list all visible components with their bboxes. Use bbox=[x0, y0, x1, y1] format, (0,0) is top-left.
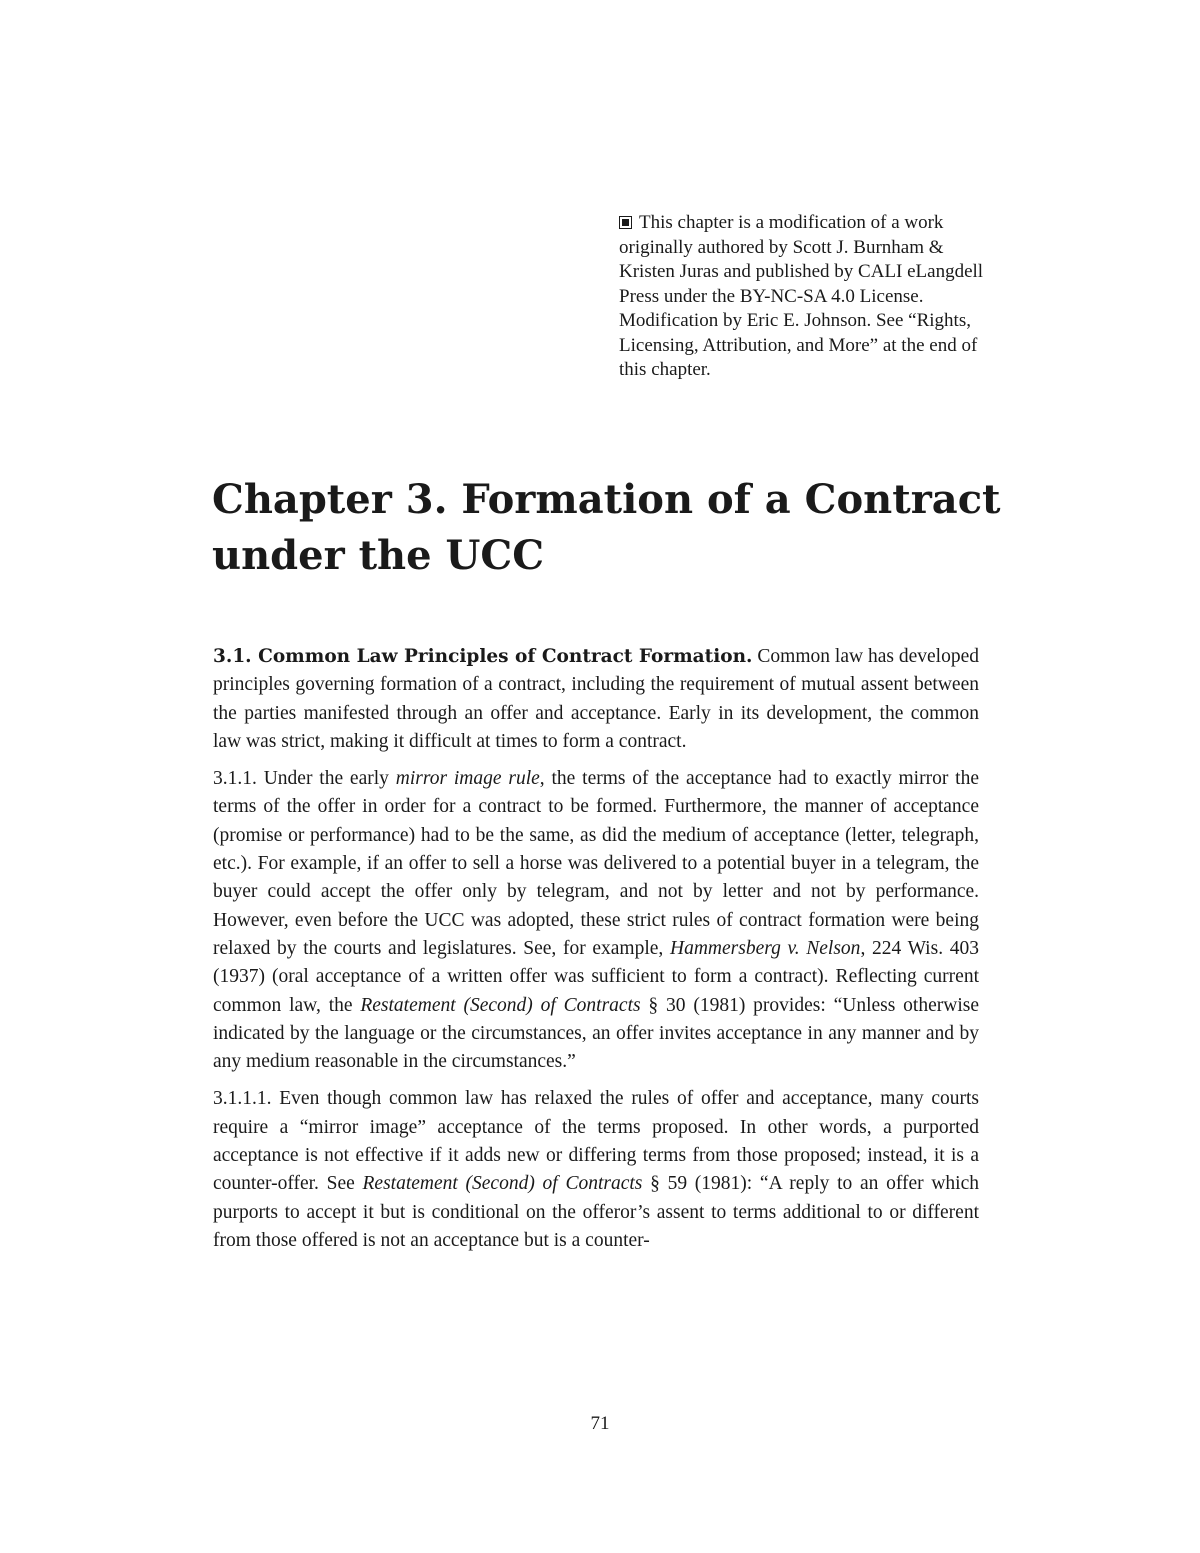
paragraph-3-1-1-text-1: 3.1.1. Under the early bbox=[213, 768, 396, 790]
term-mirror-image-rule: mirror image rule bbox=[395, 768, 540, 790]
paragraph-3-1-1-text-4: § 30 (1981) provides: “Unless otherwise indicated by the language or the circumstances, an offer invites acceptance in any manner and by any medium reasonable in the circumstances.” bbox=[213, 994, 979, 1073]
boxed-square-icon bbox=[619, 216, 632, 229]
chapter-body bbox=[213, 643, 979, 1264]
paragraph-3-1-1-1-text-1: 3.1.1.1. Even though common law has relaxed the rules of offer and acceptance, many courts require a “mirror image” acceptance of the terms proposed. In other words, a purported acceptance is not effective if it adds new or differing terms from those proposed; instead, it is a counter-offer. See bbox=[213, 1088, 979, 1195]
page-number: 71 bbox=[590, 1413, 610, 1434]
paragraph-3-1-1-text-2: , the terms of the acceptance had to exactly mirror the terms of the offer in order for a contract to be formed. Furthermore, the manner of acceptance (promise or performance) had to be the same, as did the medium of acceptance (letter, telegraph, etc.). For example, if an offer to sell a horse was delivered to a potential buyer in a telegram, the buyer could accept the offer only by telegram, and not by letter and not by performance. However, even before the UCC was adopted, these strict rules of contract formation were being relaxed by the courts and legislatures. See, for example, bbox=[213, 768, 979, 959]
chapter-title: Chapter 3. Formation of a Contract under the UCC bbox=[212, 476, 1001, 579]
paragraph-3-1-1-1-text-2: § 59 (1981): “A reply to an offer which purports to accept it but is conditional on the offeror’s assent to terms additional to or different from those offered is not an acceptance but is a counter- bbox=[213, 1173, 979, 1251]
paragraph-3-1-1 bbox=[213, 765, 979, 1076]
paragraph-3-1-1-text-3: , 224 Wis. 403 (1937) (oral acceptance of a written offer was sufficient to form a contract). Reflecting current common law, the bbox=[213, 937, 979, 1016]
case-citation-hammersberg: Hammersberg v. Nelson bbox=[669, 937, 861, 959]
paragraph-3-1-text: Common law has developed principles governing formation of a contract, including the requirement of mutual assent between the parties manifested through an offer and acceptance. Early in its development, the common law was strict, making it difficult at times to form a contract. bbox=[213, 646, 980, 752]
attribution-note bbox=[619, 211, 991, 383]
citation-restatement-30: Restatement (Second) of Contracts bbox=[360, 994, 641, 1016]
paragraph-3-1 bbox=[213, 643, 979, 756]
paragraph-3-1-1-1 bbox=[213, 1085, 979, 1255]
citation-restatement-59: Restatement (Second) of Contracts bbox=[362, 1173, 643, 1195]
attribution-note-text: This chapter is a modification of a work originally authored by Scott J. Burnham & Kristen Juras and published by CALI eLangdell Press under the BY-NC-SA 4.0 License. Modification by Eric E. Johnson. See “Rights, Licensing, Attribution, and More” at the end of this chapter. bbox=[619, 212, 984, 380]
section-heading-3-1: 3.1. Common Law Principles of Contract Formation. bbox=[213, 646, 753, 667]
